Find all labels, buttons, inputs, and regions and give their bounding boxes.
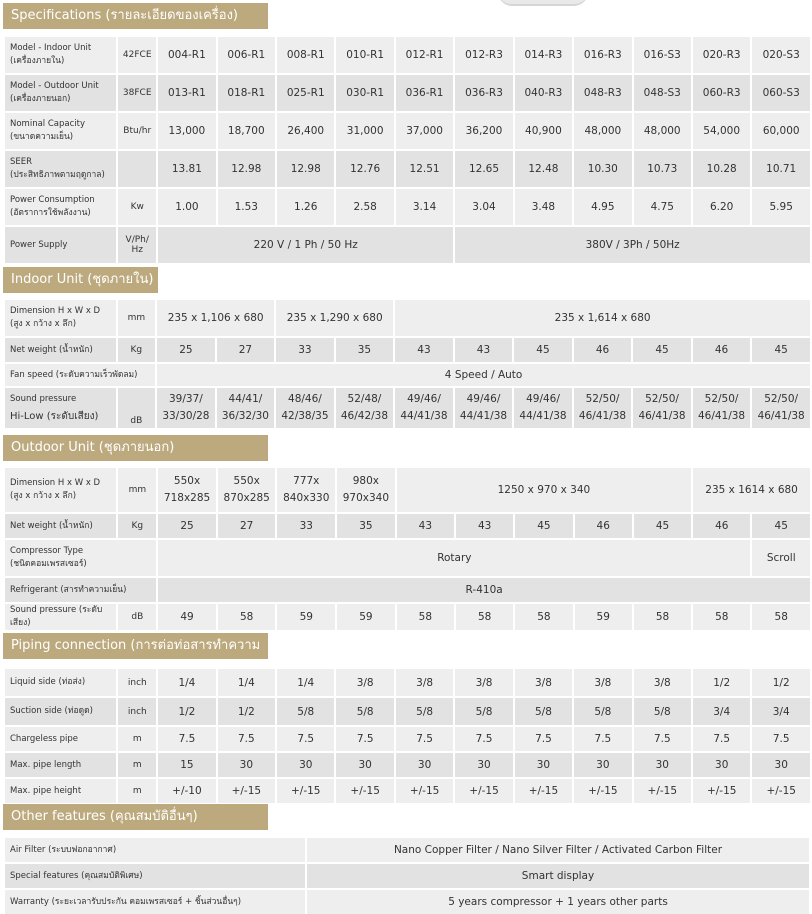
specifications-table xyxy=(3,35,812,265)
table-cell: 36/32/30 xyxy=(221,410,269,422)
table-cell: 7.5 xyxy=(693,727,750,751)
table-cell: 980x xyxy=(352,475,380,487)
table-cell: 7.5 xyxy=(574,727,631,751)
table-cell: 46 xyxy=(693,514,750,538)
table-cell: 008-R1 xyxy=(277,37,334,73)
table-cell: 3/8 xyxy=(396,669,453,696)
table-cell: 33 xyxy=(277,514,335,538)
piping-row-suction xyxy=(5,698,810,725)
table-cell: 3.04 xyxy=(455,189,512,225)
table-cell xyxy=(752,388,810,428)
table-cell: 010-R1 xyxy=(336,37,393,73)
table-cell: 49/46/ xyxy=(466,393,501,405)
table-cell: +/-15 xyxy=(396,779,453,803)
table-cell: 3/8 xyxy=(574,669,631,696)
table-cell: 27 xyxy=(218,514,276,538)
other-row-special xyxy=(5,864,809,888)
table-cell: 52/48/ xyxy=(347,393,382,405)
table-cell: 5/8 xyxy=(277,698,334,725)
table-cell: 52/50/ xyxy=(764,393,799,405)
table-cell: 40,900 xyxy=(515,113,572,149)
table-cell xyxy=(574,388,632,428)
table-cell xyxy=(455,388,513,428)
table-cell xyxy=(633,388,691,428)
table-cell: 7.5 xyxy=(158,727,215,751)
row-label: Max. pipe height xyxy=(5,779,116,803)
table-cell: 2.58 xyxy=(336,189,393,225)
table-cell: 5/8 xyxy=(574,698,631,725)
table-cell: 33/30/28 xyxy=(162,410,210,422)
table-cell: +/-15 xyxy=(515,779,572,803)
row-unit: 42FCE xyxy=(118,37,156,73)
table-cell: 3/8 xyxy=(336,669,393,696)
table-cell: 60,000 xyxy=(752,113,810,149)
spec-row-indoor-model xyxy=(5,37,810,73)
table-cell: 020-R3 xyxy=(693,37,750,73)
row-label xyxy=(5,75,116,111)
table-cell xyxy=(693,388,751,428)
table-cell: 5.95 xyxy=(752,189,810,225)
table-cell: 040-R3 xyxy=(515,75,572,111)
spec-row-capacity xyxy=(5,113,810,149)
table-cell: 25 xyxy=(157,338,215,362)
table-cell: 235 x 1,614 x 680 xyxy=(395,300,810,336)
table-cell: 48,000 xyxy=(574,113,631,149)
table-cell: 43 xyxy=(456,514,513,538)
indoor-row-sound xyxy=(5,388,810,428)
table-cell: 27 xyxy=(217,338,275,362)
table-cell: 013-R1 xyxy=(158,75,215,111)
table-cell: Power Consumption xyxy=(10,195,95,205)
table-cell: V/Ph/ xyxy=(125,235,149,245)
table-cell: 45 xyxy=(752,514,810,538)
table-cell: 46 xyxy=(693,338,751,362)
table-cell xyxy=(276,388,334,428)
section-header-indoor: Indoor Unit (ชุดภายใน) xyxy=(3,267,158,293)
table-cell: Nominal Capacity xyxy=(10,119,86,129)
table-cell: 5/8 xyxy=(515,698,572,725)
table-cell: 58 xyxy=(456,604,513,630)
table-cell: 3/4 xyxy=(693,698,750,725)
table-cell: 48/46/ xyxy=(288,393,322,405)
table-cell: 44/41/38 xyxy=(519,410,567,422)
table-cell xyxy=(157,388,215,428)
table-cell: 048-R3 xyxy=(574,75,631,111)
table-cell: 58 xyxy=(634,604,691,630)
table-cell: 59 xyxy=(277,604,335,630)
table-cell: 49 xyxy=(158,604,216,630)
table-cell: +/-15 xyxy=(277,779,334,803)
row-label xyxy=(5,540,156,576)
table-cell: 060-R3 xyxy=(693,75,750,111)
table-cell: 3/8 xyxy=(455,669,512,696)
row-label: Suction side (ท่อดูด) xyxy=(5,698,116,725)
table-cell: 42/38/35 xyxy=(281,410,329,422)
table-cell: 49/46/ xyxy=(526,393,560,405)
table-cell: 718x285 xyxy=(163,492,211,504)
power-supply-three-phase: 380V / 3Ph / 50Hz xyxy=(455,227,810,263)
table-cell xyxy=(395,388,453,428)
table-cell: 235 x 1,106 x 680 xyxy=(157,300,274,336)
table-cell: 58 xyxy=(397,604,454,630)
power-supply-single-phase: 220 V / 1 Ph / 50 Hz xyxy=(158,227,453,263)
table-cell: 31,000 xyxy=(336,113,393,149)
row-label: Special features (คุณสมบัติพิเศษ) xyxy=(5,864,305,888)
table-cell: 46/41/38 xyxy=(697,410,746,422)
section-header-outdoor: Outdoor Unit (ชุดภายนอก) xyxy=(3,435,268,461)
table-cell: (ประสิทธิภาพตามฤดูกาล) xyxy=(10,170,105,180)
table-cell: 970x340 xyxy=(342,492,390,504)
table-cell: Rotary xyxy=(158,540,750,576)
table-cell: 30 xyxy=(218,753,275,777)
table-cell: 52/50/ xyxy=(585,393,620,405)
outdoor-row-dimension xyxy=(5,468,810,512)
table-cell: (สูง x กว้าง x ลึก) xyxy=(10,491,77,501)
table-cell: 1/2 xyxy=(218,698,275,725)
table-cell xyxy=(514,388,572,428)
table-cell: Sound pressure xyxy=(10,394,77,404)
table-cell: 46/41/38 xyxy=(578,410,627,422)
row-label xyxy=(5,113,116,149)
table-cell xyxy=(336,388,394,428)
table-cell: 5 years compressor + 1 years other parts xyxy=(307,890,809,914)
table-cell: 012-R1 xyxy=(396,37,453,73)
row-label xyxy=(5,189,116,225)
row-label: Liquid side (ท่อส่ง) xyxy=(5,669,116,696)
table-cell: 5/8 xyxy=(336,698,393,725)
table-cell: 5/8 xyxy=(455,698,512,725)
table-cell: R-410a xyxy=(158,578,810,602)
table-cell: 036-R1 xyxy=(396,75,453,111)
row-label xyxy=(5,300,116,336)
table-cell: 33 xyxy=(276,338,334,362)
outdoor-row-sound xyxy=(5,604,810,630)
table-cell: 5/8 xyxy=(396,698,453,725)
piping-row-height xyxy=(5,779,810,803)
table-cell: 18,700 xyxy=(218,113,275,149)
table-cell: 7.5 xyxy=(277,727,334,751)
table-cell: 12.65 xyxy=(455,151,512,187)
row-label xyxy=(5,37,116,73)
table-cell: 30 xyxy=(455,753,512,777)
spec-row-outdoor-model xyxy=(5,75,810,111)
table-cell: 1.00 xyxy=(158,189,215,225)
table-cell: 025-R1 xyxy=(277,75,334,111)
table-cell: 25 xyxy=(158,514,216,538)
product-image-edge xyxy=(498,0,588,6)
row-label: Air Filter (ระบบฟอกอากาศ) xyxy=(5,838,305,862)
table-cell: 7.5 xyxy=(634,727,691,751)
table-cell: 014-R3 xyxy=(515,37,572,73)
table-cell: 45 xyxy=(633,338,691,362)
row-unit: dB xyxy=(118,604,156,630)
row-unit: Kg xyxy=(118,338,156,362)
spec-row-seer xyxy=(5,151,810,187)
table-cell: 012-R3 xyxy=(455,37,512,73)
table-cell: 020-S3 xyxy=(752,37,810,73)
table-cell: 550x xyxy=(233,475,260,487)
table-cell: 10.71 xyxy=(752,151,810,187)
other-table xyxy=(3,836,811,914)
table-cell: 5/8 xyxy=(634,698,691,725)
table-cell: 26,400 xyxy=(277,113,334,149)
table-cell: (เครื่องภายใน) xyxy=(10,56,65,66)
outdoor-row-refrigerant xyxy=(5,578,810,602)
table-cell: (เครื่องภายนอก) xyxy=(10,94,71,104)
table-cell: 43 xyxy=(395,338,453,362)
table-cell: 016-R3 xyxy=(574,37,631,73)
table-cell: 235 x 1614 x 680 xyxy=(693,468,810,512)
table-cell: 12.76 xyxy=(336,151,393,187)
table-cell: 39/37/ xyxy=(169,393,203,405)
table-cell: 58 xyxy=(752,604,810,630)
table-cell: Model - Indoor Unit xyxy=(10,43,92,53)
table-cell: (ชนิดคอมเพรสเซอร์) xyxy=(10,559,87,569)
row-unit xyxy=(118,227,156,263)
table-cell: 45 xyxy=(634,514,691,538)
table-cell: 46/41/38 xyxy=(638,410,686,422)
table-cell: 45 xyxy=(514,338,572,362)
row-label: Refrigerant (สารทำความเย็น) xyxy=(5,578,156,602)
table-cell: 4.75 xyxy=(634,189,691,225)
table-cell: 1/4 xyxy=(277,669,334,696)
row-unit: m xyxy=(118,753,156,777)
table-cell: 12.48 xyxy=(515,151,572,187)
table-cell: Compressor Type xyxy=(10,546,84,556)
table-cell: 6.20 xyxy=(693,189,750,225)
table-cell: 1/4 xyxy=(158,669,215,696)
piping-row-liquid xyxy=(5,669,810,696)
table-cell: (ขนาดความเย็น) xyxy=(10,132,74,142)
row-unit: mm xyxy=(118,300,156,336)
row-label: Fan speed (ระดับความเร็วพัดลม) xyxy=(5,364,155,386)
row-label: Warranty (ระยะเวลารับประกัน คอมเพรสเซอร์ + ชิ้นส่วนอื่นๆ) xyxy=(5,890,305,914)
table-cell: 3/4 xyxy=(752,698,810,725)
table-cell: 43 xyxy=(397,514,454,538)
table-cell xyxy=(158,468,216,512)
table-cell: +/-15 xyxy=(455,779,512,803)
outdoor-row-weight xyxy=(5,514,810,538)
table-cell: 060-S3 xyxy=(752,75,810,111)
table-cell: 46 xyxy=(574,338,632,362)
table-cell: 016-S3 xyxy=(634,37,691,73)
other-row-air-filter xyxy=(5,838,809,862)
table-cell: 3/8 xyxy=(634,669,691,696)
table-cell: 58 xyxy=(515,604,572,630)
table-cell: (สูง x กว้าง x ลึก) xyxy=(10,319,77,329)
table-cell: 13.81 xyxy=(158,151,215,187)
table-cell: 13,000 xyxy=(158,113,215,149)
table-cell: 1.26 xyxy=(277,189,334,225)
table-cell: 840x330 xyxy=(283,492,330,504)
table-cell: 30 xyxy=(634,753,691,777)
table-cell: 12.98 xyxy=(218,151,275,187)
table-cell xyxy=(218,468,276,512)
row-unit: inch xyxy=(118,698,156,725)
table-cell: 49/46/ xyxy=(407,393,441,405)
table-cell: (อัตราการใช้พลังงาน) xyxy=(10,208,91,218)
table-cell: 870x285 xyxy=(223,492,270,504)
table-cell: 006-R1 xyxy=(218,37,275,73)
row-unit: Kg xyxy=(118,514,156,538)
table-cell: 15 xyxy=(158,753,215,777)
table-cell: SEER xyxy=(10,157,33,167)
row-label: Power Supply xyxy=(5,227,116,263)
table-cell: 30 xyxy=(515,753,572,777)
table-cell: 30 xyxy=(336,753,393,777)
table-cell: Model - Outdoor Unit xyxy=(10,81,99,91)
indoor-row-dimension xyxy=(5,300,810,336)
table-cell xyxy=(277,468,335,512)
row-label xyxy=(5,468,116,512)
table-cell: 12.98 xyxy=(277,151,334,187)
spec-row-power-supply xyxy=(5,227,810,263)
row-unit: m xyxy=(118,779,156,803)
table-cell: 10.30 xyxy=(574,151,631,187)
table-cell: 7.5 xyxy=(455,727,512,751)
table-cell: +/-15 xyxy=(574,779,631,803)
table-cell: 54,000 xyxy=(693,113,750,149)
table-cell xyxy=(337,468,395,512)
table-cell: 018-R1 xyxy=(218,75,275,111)
outdoor-table xyxy=(3,466,812,632)
row-unit: Kw xyxy=(118,189,156,225)
table-cell: 30 xyxy=(693,753,750,777)
row-label: Max. pipe length xyxy=(5,753,116,777)
table-cell: 7.5 xyxy=(218,727,275,751)
table-cell: 30 xyxy=(574,753,631,777)
table-cell: 35 xyxy=(337,514,395,538)
table-cell: 43 xyxy=(455,338,513,362)
section-header-specifications: Specifications (รายละเอียดของเครื่อง) xyxy=(3,3,268,29)
table-cell: 1/4 xyxy=(218,669,275,696)
table-cell: 1/2 xyxy=(158,698,215,725)
table-cell: 58 xyxy=(693,604,750,630)
table-cell: 44/41/38 xyxy=(459,410,508,422)
table-cell: 48,000 xyxy=(634,113,691,149)
table-cell: +/-15 xyxy=(336,779,393,803)
piping-row-length xyxy=(5,753,810,777)
piping-row-chargeless xyxy=(5,727,810,751)
table-cell: 030-R1 xyxy=(336,75,393,111)
table-cell: 52/50/ xyxy=(645,393,679,405)
table-cell: 3.48 xyxy=(515,189,572,225)
table-cell: 30 xyxy=(396,753,453,777)
table-cell: 44/41/ xyxy=(228,393,263,405)
table-cell: 52/50/ xyxy=(704,393,739,405)
table-cell: Dimension H x W x D xyxy=(10,306,101,316)
table-cell: 1250 x 970 x 340 xyxy=(397,468,691,512)
row-unit: m xyxy=(118,727,156,751)
row-label: Net weight (น้ำหนัก) xyxy=(5,338,116,362)
table-cell: 30 xyxy=(752,753,810,777)
row-label: Net weight (น้ำหนัก) xyxy=(5,514,116,538)
table-cell: +/-15 xyxy=(634,779,691,803)
row-unit: Btu/hr xyxy=(118,113,156,149)
table-cell: 44/41/38 xyxy=(400,410,448,422)
table-cell: Dimension H x W x D xyxy=(10,478,101,488)
indoor-row-weight xyxy=(5,338,810,362)
indoor-table xyxy=(3,298,812,430)
table-cell: 59 xyxy=(575,604,632,630)
table-cell: 36,200 xyxy=(455,113,512,149)
table-cell: Smart display xyxy=(307,864,809,888)
table-cell: 35 xyxy=(336,338,394,362)
table-cell: +/-15 xyxy=(752,779,810,803)
table-cell xyxy=(217,388,275,428)
section-header-piping: Piping connection (การต่อท่อสารทำความ xyxy=(3,633,268,659)
table-cell: 12.51 xyxy=(396,151,453,187)
table-cell: 4 Speed / Auto xyxy=(157,364,810,386)
indoor-row-fan xyxy=(5,364,810,386)
other-row-warranty xyxy=(5,890,809,914)
table-cell: Hi-Low (ระดับเสียง) xyxy=(10,411,99,422)
spec-row-power xyxy=(5,189,810,225)
row-unit: inch xyxy=(118,669,156,696)
table-cell: 59 xyxy=(337,604,395,630)
table-cell: 004-R1 xyxy=(158,37,215,73)
table-cell: 10.28 xyxy=(693,151,750,187)
table-cell: 550x xyxy=(173,475,201,487)
table-cell: Hz xyxy=(131,245,143,255)
table-cell: 37,000 xyxy=(396,113,453,149)
row-unit: dB xyxy=(118,388,156,428)
table-cell: 58 xyxy=(218,604,276,630)
table-cell: 45 xyxy=(515,514,572,538)
table-cell: 45 xyxy=(752,338,810,362)
table-cell: 10.73 xyxy=(634,151,691,187)
section-header-other: Other features (คุณสมบัติอื่นๆ) xyxy=(3,804,268,830)
row-unit xyxy=(118,151,156,187)
table-cell: +/-10 xyxy=(158,779,215,803)
table-cell: +/-15 xyxy=(693,779,750,803)
table-cell: 46/41/38 xyxy=(757,410,805,422)
table-cell: 048-S3 xyxy=(634,75,691,111)
row-label: Sound pressure (ระดับเสียง) xyxy=(5,604,116,630)
row-label: Chargeless pipe xyxy=(5,727,116,751)
table-cell: 30 xyxy=(277,753,334,777)
row-label xyxy=(5,151,116,187)
table-cell: 46 xyxy=(575,514,632,538)
table-cell: 3/8 xyxy=(515,669,572,696)
table-cell: 7.5 xyxy=(515,727,572,751)
row-unit: 38FCE xyxy=(118,75,156,111)
table-cell: 7.5 xyxy=(396,727,453,751)
table-cell: 777x xyxy=(293,475,320,487)
table-cell: +/-15 xyxy=(218,779,275,803)
table-cell: 46/42/38 xyxy=(340,410,389,422)
outdoor-row-compressor xyxy=(5,540,810,576)
table-cell: 235 x 1,290 x 680 xyxy=(276,300,393,336)
table-cell: Nano Copper Filter / Nano Silver Filter / Activated Carbon Filter xyxy=(307,838,809,862)
table-cell: Scroll xyxy=(752,540,810,576)
row-label xyxy=(5,388,116,428)
table-cell: 3.14 xyxy=(396,189,453,225)
row-unit: mm xyxy=(118,468,156,512)
table-cell: 4.95 xyxy=(574,189,631,225)
table-cell: 1/2 xyxy=(752,669,810,696)
table-cell: 7.5 xyxy=(752,727,810,751)
table-cell: 036-R3 xyxy=(455,75,512,111)
piping-table xyxy=(3,667,812,805)
table-cell: 1/2 xyxy=(693,669,750,696)
table-cell: 1.53 xyxy=(218,189,275,225)
table-cell: 7.5 xyxy=(336,727,393,751)
